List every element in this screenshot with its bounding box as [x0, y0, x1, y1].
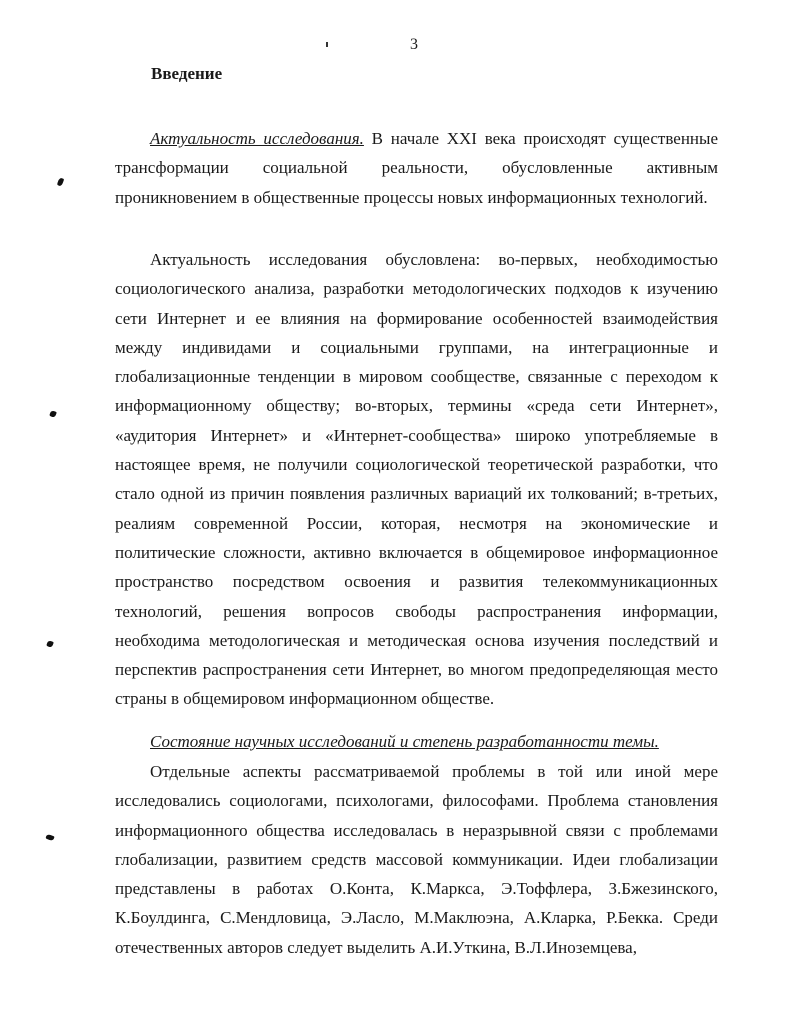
- page-title: Введение: [151, 64, 223, 83]
- paragraph-relevance: [115, 124, 718, 212]
- scan-mark: [57, 177, 64, 186]
- relevance-text: В начале XXI века происходят существенные трансформации социальной реальности, обусловленные активным проникновением в общественные процессы новых информационных технологий.: [115, 129, 718, 207]
- scan-mark: [45, 834, 54, 841]
- paragraph-research-state: Отдельные аспекты рассматриваемой проблемы в той или иной мере исследовались социологами, психологами, философами. Проблема становления информационного общества исследовалась в неразрывной связи с проблемами глобализации, развитием средств массовой коммуникации. Идеи глобализации представлены в работах О.Конта, К.Маркса, Э.Тоффлера, З.Бжезинского, К.Боулдинга, С.Мендловица, Э.Ласло, М.Маклюэна, А.Кларка, Р.Бекка. Среди отечественных авторов следует выделить А.И.Уткина, В.Л.Иноземцева,: [115, 762, 718, 957]
- paragraph-relevance-details: Актуальность исследования обусловлена: во-первых, необходимостью социологического анализа, разработки методологических подходов к изучению сети Интернет и ее влияния на формирование особенностей взаимодействия между индивидами и социальными группами, на интеграционные и глобализационные тенденции в мировом сообществе, связанные с переходом к информационному обществу; во-вторых, термины «среда сети Интернет», «аудитория Интернет» и «Интернет-сообщества» широко употребляемые в настоящее время, не получили социологической теоретической разработки, что стало одной из причин появления различных вариаций их толкований; в-третьих, реалиям современной России, которая, несмотря на экономические и политические сложности, активно включается в общемировое информационное пространство посредством освоения и развития телекоммуникационных технологий, решения вопросов свободы распространения информации, необходима методологическая и методическая основа изучения последствий и перспектив распространения сети Интернет, во многом предопределяющая место страны в общемировом информационном обществе.: [115, 250, 718, 709]
- scan-mark: [46, 640, 54, 648]
- research-state-heading: Состояние научных исследований и степень разработанности темы.: [150, 732, 659, 751]
- relevance-heading: Актуальность исследования.: [150, 129, 364, 148]
- section-heading: [115, 727, 718, 756]
- scan-mark: [49, 410, 57, 418]
- page-number: 3: [410, 36, 418, 53]
- scan-tick-mark: [326, 42, 328, 47]
